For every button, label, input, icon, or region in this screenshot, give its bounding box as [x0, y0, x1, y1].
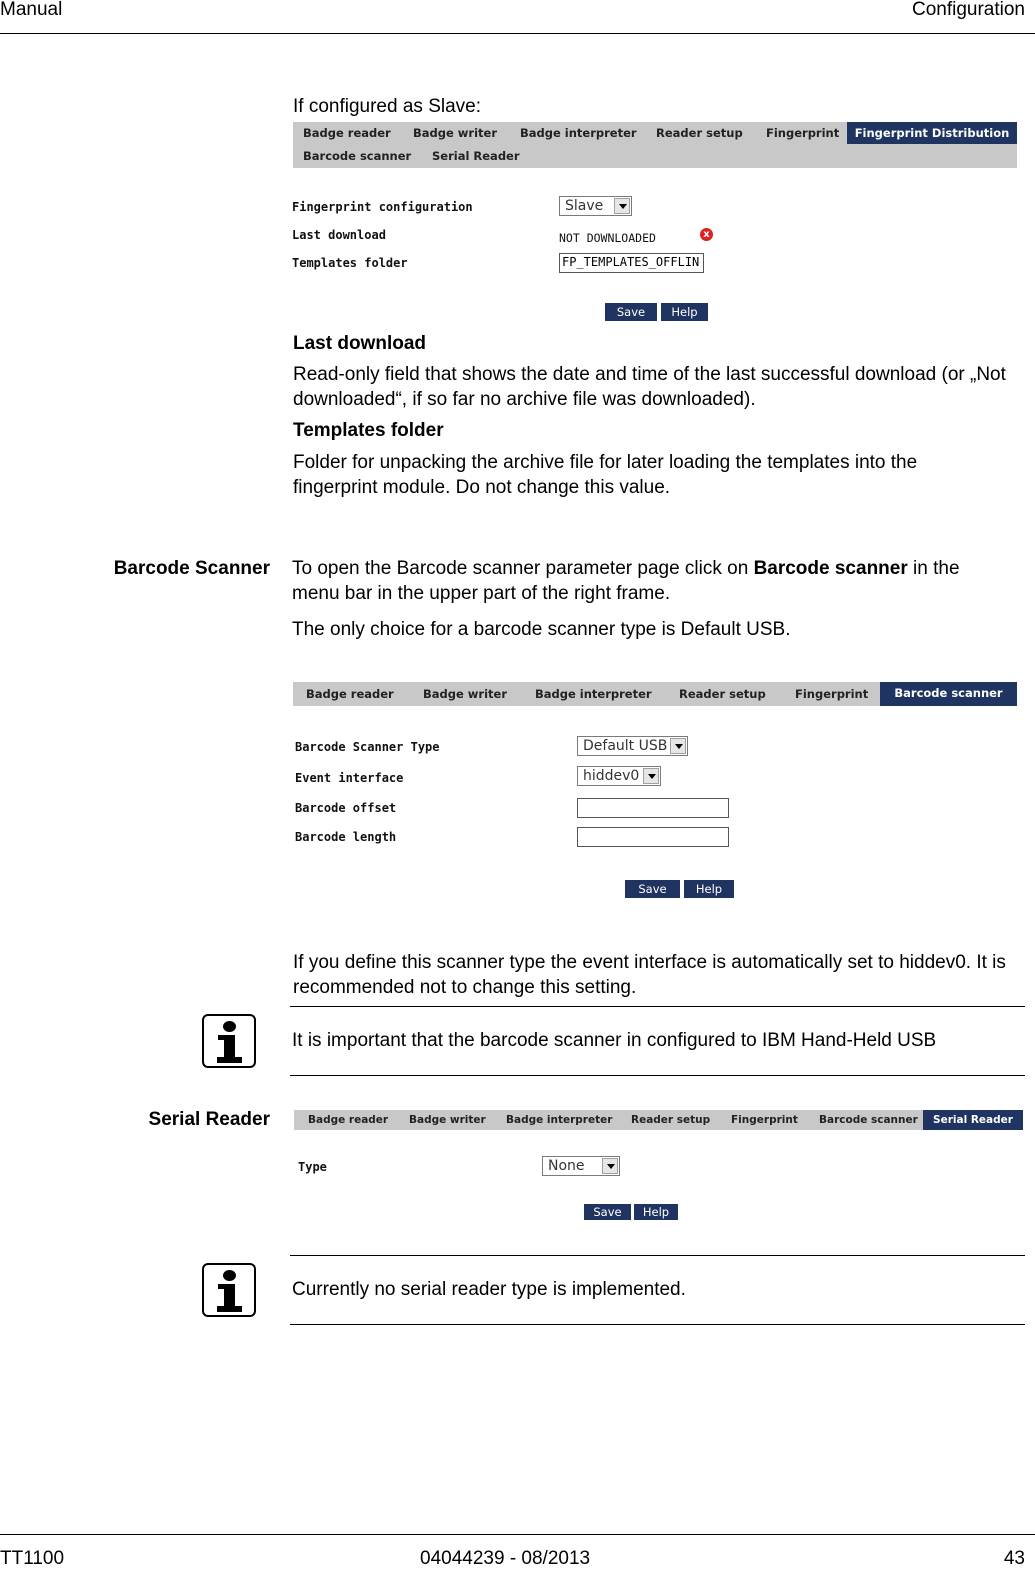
serial-type-select[interactable]: [542, 1156, 620, 1176]
footer-rule: [0, 1534, 1035, 1535]
barcode-offset-input[interactable]: [577, 798, 729, 818]
tab-badge-interpreter[interactable]: Badge interpreter: [506, 1114, 613, 1126]
barcode-intro-text-1: To open the Barcode scanner parameter page click on: [292, 558, 754, 579]
tab-badge-interpreter[interactable]: Badge interpreter: [535, 687, 652, 701]
barcode-intro-bold: Barcode scanner: [753, 558, 908, 579]
serial-tabbar: [294, 1110, 1023, 1130]
templates-folder-heading: Templates folder: [293, 420, 444, 441]
tab-badge-reader[interactable]: Badge reader: [303, 126, 391, 140]
barcode-scanner-heading: Barcode Scanner: [113, 558, 270, 579]
footer-left: TT1100: [0, 1548, 65, 1569]
barcode-intro-text-2: in the menu bar in the upper part of the right frame.: [292, 558, 960, 604]
tab-badge-writer[interactable]: Badge writer: [413, 126, 497, 140]
event-interface-paragraph: If you define this scanner type the event interface is automatically set to hiddev0. It is recommended not to change this setting.: [293, 952, 1006, 998]
scanner-type-value: Default USB: [583, 738, 668, 754]
fp-config-label: Fingerprint configuration: [292, 200, 473, 214]
last-download-value: NOT DOWNLOADED: [559, 231, 656, 245]
header-rule: [0, 33, 1035, 34]
event-interface-label: Event interface: [295, 771, 404, 785]
scanner-type-label: Barcode Scanner Type: [295, 740, 440, 754]
tab-reader-setup[interactable]: Reader setup: [631, 1114, 711, 1126]
save-button[interactable]: Save: [625, 880, 680, 898]
serial-type-value: None: [548, 1158, 585, 1174]
footer-center: 04044239 - 08/2013: [420, 1548, 591, 1569]
last-download-label: Last download: [292, 228, 386, 242]
serial-note-text: Currently no serial reader type is implemented.: [292, 1279, 686, 1300]
save-button[interactable]: Save: [605, 303, 657, 321]
tab-barcode-scanner[interactable]: Barcode scanner: [880, 682, 1017, 706]
templates-folder-input[interactable]: FP_TEMPLATES_OFFLIN: [559, 253, 704, 273]
error-icon: x: [700, 228, 713, 241]
barcode-length-label: Barcode length: [295, 830, 397, 844]
tab-fingerprint[interactable]: Fingerprint: [766, 126, 840, 140]
last-download-heading: Last download: [293, 333, 426, 354]
tab-reader-setup[interactable]: Reader setup: [656, 126, 743, 140]
barcode-choice-paragraph: The only choice for a barcode scanner type is Default USB.: [292, 619, 791, 640]
tab-fingerprint[interactable]: Fingerprint: [795, 687, 869, 701]
slave-intro: If configured as Slave:: [293, 96, 481, 117]
chevron-down-icon: [602, 1158, 618, 1174]
tab-serial-reader[interactable]: Serial Reader: [923, 1110, 1023, 1130]
slave-tabbar: [293, 122, 1017, 168]
info-icon: [202, 1014, 256, 1068]
event-interface-select[interactable]: [577, 766, 661, 786]
header-left: Manual: [0, 0, 63, 20]
last-download-description: Read-only field that shows the date and time of the last successful download (or „Not downloaded“, if so far no archive file was downloaded).: [293, 364, 1006, 410]
tab-badge-reader[interactable]: Badge reader: [308, 1114, 389, 1126]
info-icon: [202, 1263, 256, 1317]
help-button[interactable]: Help: [634, 1204, 678, 1220]
fp-config-value: Slave: [565, 198, 604, 214]
note-bottom-rule: [290, 1075, 1025, 1076]
tab-badge-interpreter[interactable]: Badge interpreter: [520, 126, 637, 140]
serial-type-label: Type: [298, 1160, 327, 1174]
barcode-offset-label: Barcode offset: [295, 801, 397, 815]
tab-badge-writer[interactable]: Badge writer: [409, 1114, 486, 1126]
help-button[interactable]: Help: [661, 303, 708, 321]
tab-reader-setup[interactable]: Reader setup: [679, 687, 766, 701]
tab-badge-writer[interactable]: Badge writer: [423, 687, 507, 701]
note-top-rule: [290, 1255, 1025, 1256]
tab-barcode-scanner[interactable]: Barcode scanner: [819, 1114, 918, 1126]
fp-config-select[interactable]: [559, 196, 632, 216]
barcode-tabbar: [293, 682, 1017, 706]
templates-folder-description: Folder for unpacking the archive file for later loading the templates into the fingerprint module. Do not change this value.: [293, 452, 918, 498]
event-interface-value: hiddev0: [583, 768, 640, 784]
serial-reader-heading: Serial Reader: [148, 1109, 270, 1130]
scanner-type-select[interactable]: [577, 736, 688, 756]
chevron-down-icon: [614, 198, 630, 214]
barcode-intro-paragraph: [292, 556, 1012, 606]
barcode-length-input[interactable]: [577, 827, 729, 847]
help-button[interactable]: Help: [684, 880, 734, 898]
tab-fingerprint[interactable]: Fingerprint: [731, 1114, 798, 1126]
footer-page-number: 43: [1003, 1548, 1025, 1569]
chevron-down-icon: [670, 738, 686, 754]
barcode-note-text: It is important that the barcode scanner in configured to IBM Hand-Held USB: [292, 1030, 937, 1051]
templates-folder-label: Templates folder: [292, 256, 408, 270]
tab-serial-reader[interactable]: Serial Reader: [432, 149, 520, 163]
note-top-rule: [290, 1006, 1025, 1007]
note-bottom-rule: [290, 1324, 1025, 1325]
chevron-down-icon: [643, 768, 659, 784]
header-right: Configuration: [911, 0, 1025, 20]
tab-barcode-scanner[interactable]: Barcode scanner: [303, 149, 412, 163]
tab-fingerprint-distribution[interactable]: Fingerprint Distribution: [847, 122, 1017, 144]
tab-badge-reader[interactable]: Badge reader: [306, 687, 394, 701]
save-button[interactable]: Save: [584, 1204, 631, 1220]
